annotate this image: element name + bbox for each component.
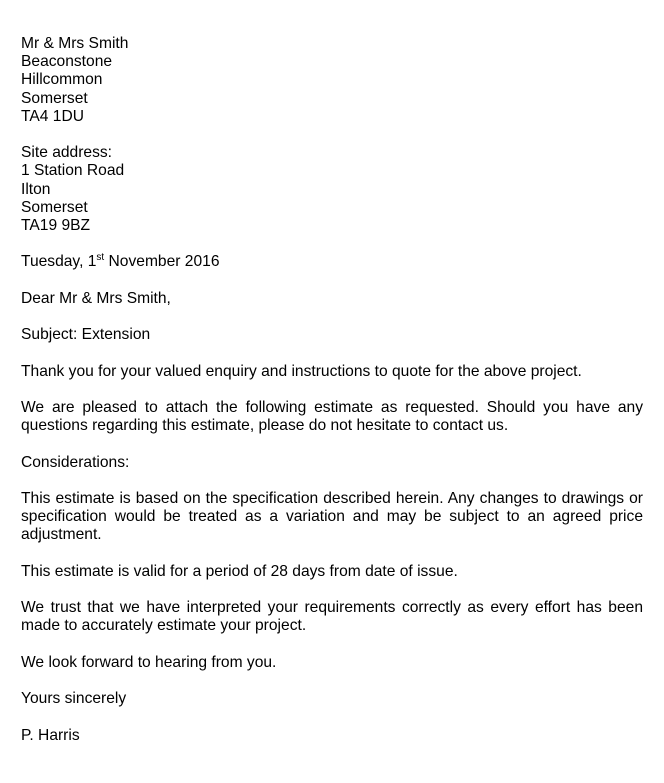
- site-address-heading: Site address:: [21, 144, 113, 162]
- recipient-postcode: TA4 1DU: [21, 107, 84, 125]
- site-address-line: Ilton: [21, 180, 51, 198]
- paragraph-trust: We trust that we have interpreted your requirements correctly as every effort has been made to accurately estimate your project.: [21, 599, 643, 635]
- date-ordinal: st: [96, 252, 105, 264]
- site-address: [21, 144, 643, 235]
- recipient-name: Mr & Mrs Smith: [21, 35, 129, 52]
- site-address-line: Somerset: [21, 198, 88, 216]
- recipient-address-line: Somerset: [21, 89, 88, 107]
- paragraph-validity: This estimate is valid for a period of 28 days from date of issue.: [21, 562, 458, 580]
- letter-date: [21, 253, 643, 271]
- considerations-heading: Considerations:: [21, 453, 130, 471]
- recipient-address-line: Hillcommon: [21, 71, 103, 89]
- letter: [21, 35, 643, 745]
- subject-line: [21, 326, 643, 344]
- salutation: [21, 290, 643, 308]
- signature: P. Harris: [21, 726, 80, 744]
- date-weekday: Tuesday, 1: [21, 253, 97, 271]
- closing: Yours sincerely: [21, 690, 127, 708]
- site-postcode: TA19 9BZ: [21, 217, 91, 235]
- paragraph-forward: We look forward to hearing from you.: [21, 653, 277, 671]
- date-month-year: November 2016: [104, 253, 220, 271]
- recipient-address: [21, 35, 643, 126]
- paragraph-attach: We are pleased to attach the following estimate as requested. Should you have any questions regarding this estimate, please do not hesitate to contact us.: [21, 398, 643, 435]
- subject-text: Subject: Extension: [21, 326, 151, 344]
- site-address-line: 1 Station Road: [21, 162, 125, 180]
- salutation-text: Dear Mr & Mrs Smith,: [21, 289, 171, 307]
- recipient-address-line: Beaconstone: [21, 53, 113, 71]
- paragraph-basis: This estimate is based on the specification described herein. Any changes to drawings or specification would be treated as a variation and may be subject to an agreed price adjustment.: [21, 489, 643, 544]
- paragraph-thanks: Thank you for your valued enquiry and instructions to quote for the above project.: [21, 362, 582, 380]
